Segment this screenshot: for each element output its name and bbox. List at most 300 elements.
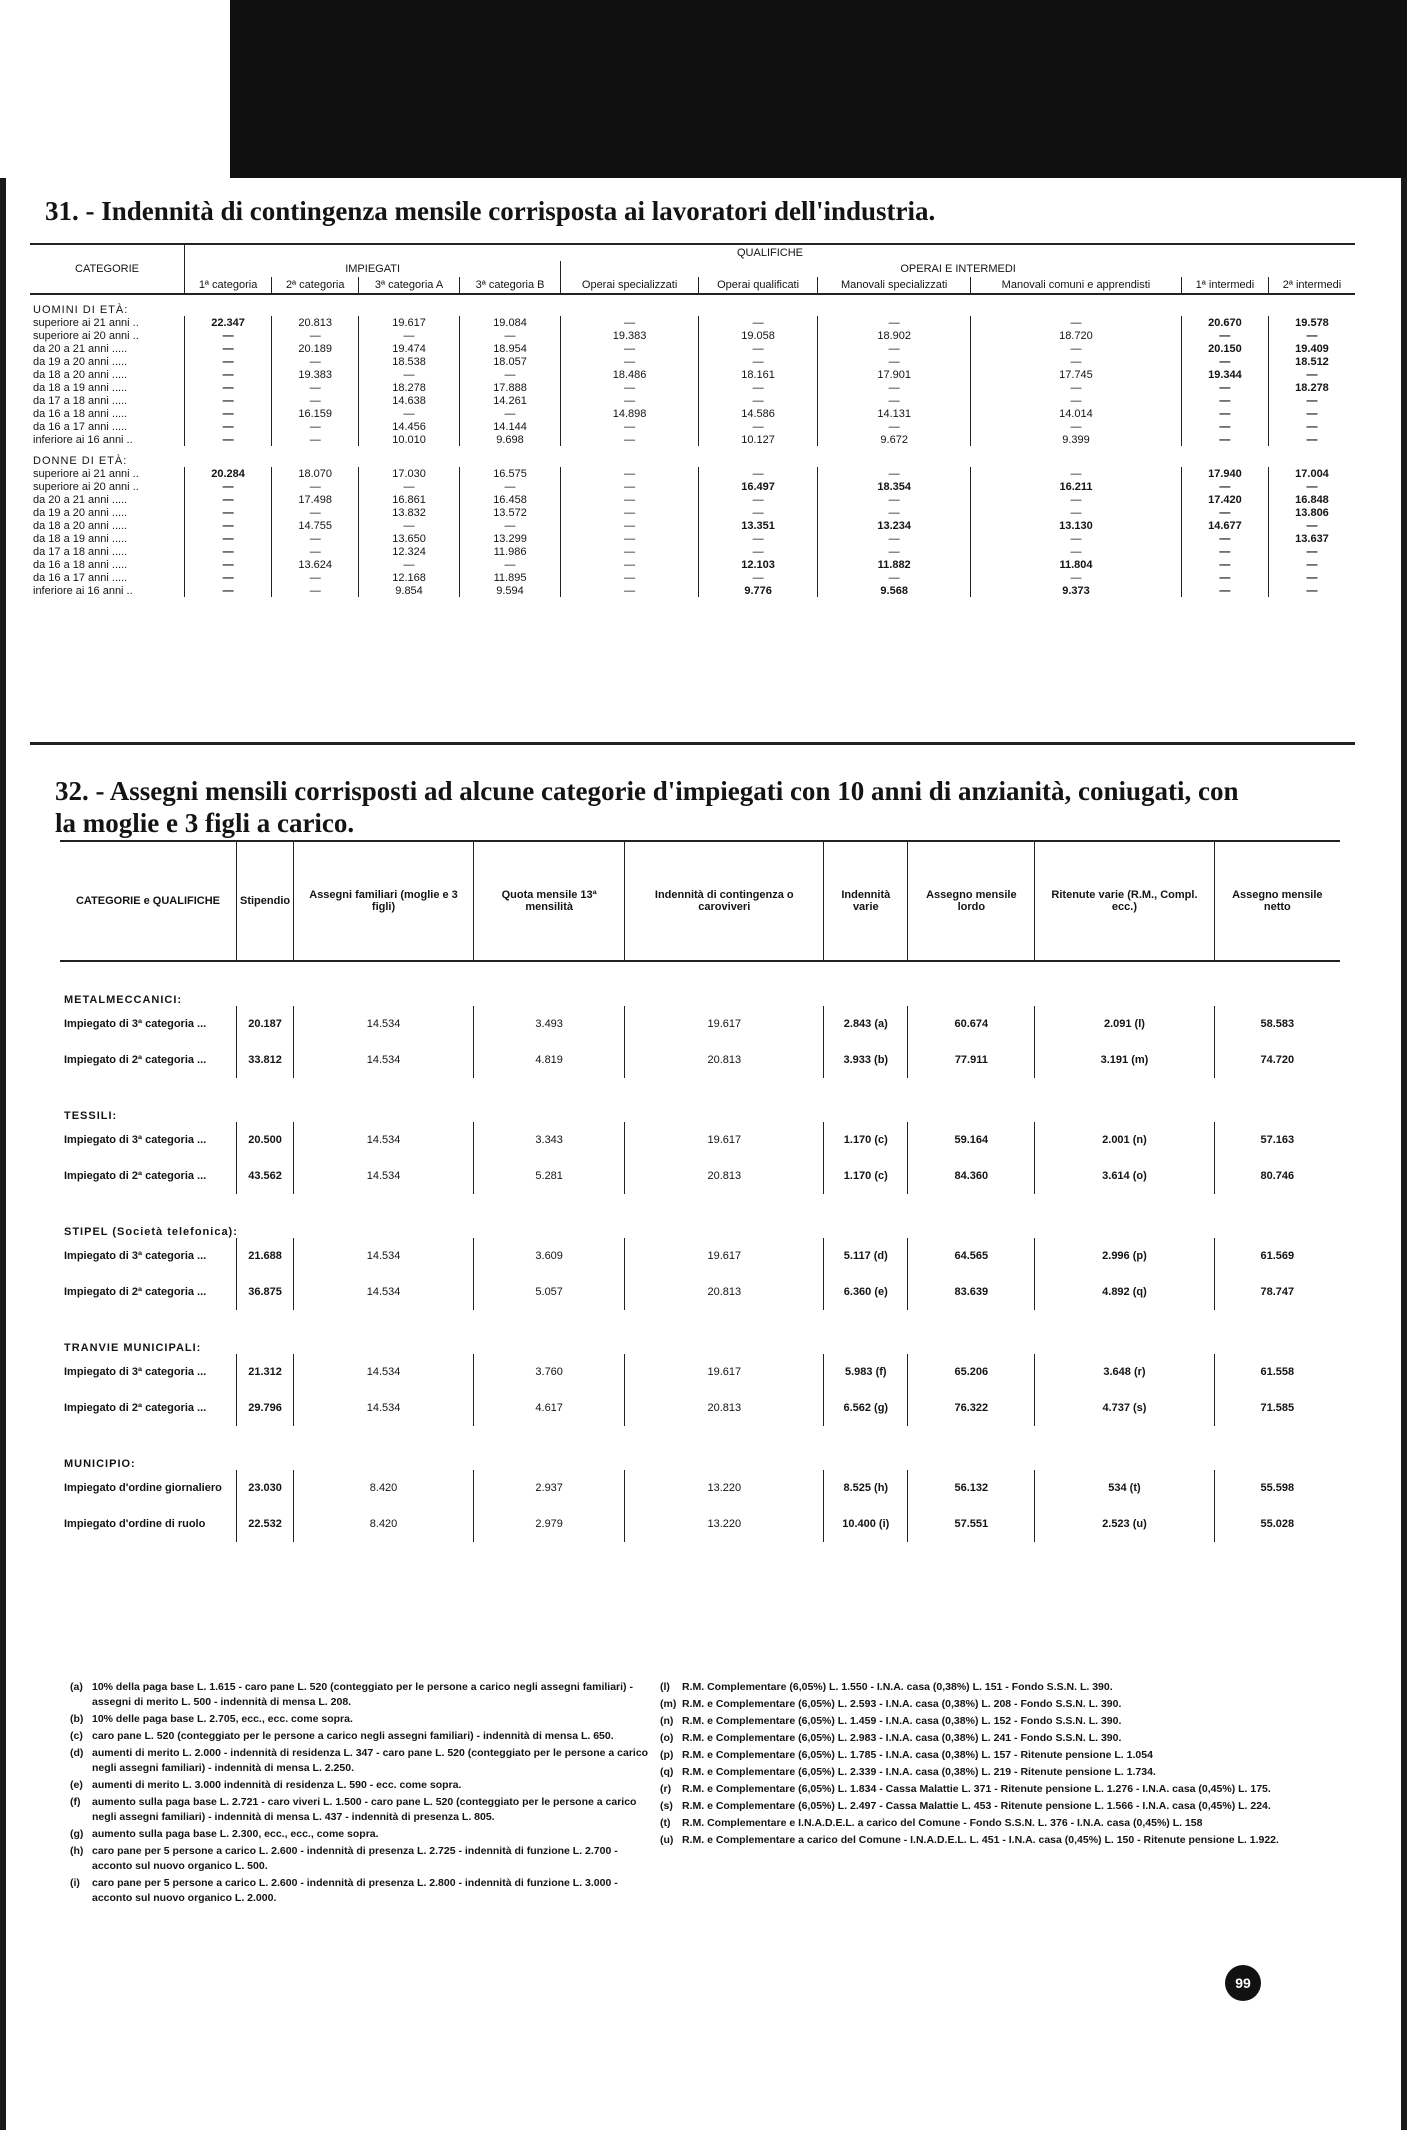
table31-cell: 13.650 xyxy=(359,532,460,545)
table31-cell: 18.902 xyxy=(818,329,971,342)
footnote-marker: (s) xyxy=(660,1800,673,1812)
table32-cell: 5.117 (d) xyxy=(824,1238,908,1274)
table31-cell: 13.624 xyxy=(272,558,359,571)
table32-cell: 1.170 (c) xyxy=(824,1122,908,1158)
table31-cell: — xyxy=(1268,420,1355,433)
table31-cell: 12.324 xyxy=(359,545,460,558)
table32-cell: 2.001 (n) xyxy=(1035,1122,1214,1158)
table32-cell: 10.400 (i) xyxy=(824,1506,908,1542)
table32-cell: 8.525 (h) xyxy=(824,1470,908,1506)
table31-cell: — xyxy=(561,342,699,355)
table31-cell: — xyxy=(1268,329,1355,342)
table31-row xyxy=(30,368,1355,381)
table32-cell: 5.281 xyxy=(473,1158,624,1194)
table31-row xyxy=(30,519,1355,532)
table32-cell: 13.220 xyxy=(625,1470,824,1506)
footnote xyxy=(660,1799,1310,1814)
table31-row-label: da 16 a 17 anni ..... xyxy=(33,420,128,433)
table31-cell: — xyxy=(971,316,1182,329)
table32-row-label: Impiegato di 3ª categoria ... xyxy=(64,1366,207,1378)
table32-cell: 2.843 (a) xyxy=(824,1006,908,1042)
table32-cell: 21.688 xyxy=(237,1238,294,1274)
table32-row-label: Impiegato d'ordine giornaliero xyxy=(64,1482,222,1494)
table31-cell: — xyxy=(818,342,971,355)
footnote-marker: (r) xyxy=(660,1783,672,1795)
table31-cell: — xyxy=(561,316,699,329)
table31-cell: 20.813 xyxy=(272,316,359,329)
table31-cell: — xyxy=(698,381,817,394)
table31-cell: — xyxy=(971,394,1182,407)
table31-cell: — xyxy=(1181,420,1268,433)
footnote xyxy=(660,1765,1310,1780)
table31-cell: 14.456 xyxy=(359,420,460,433)
table31-cell: 18.278 xyxy=(359,381,460,394)
table32-row xyxy=(60,1006,1340,1042)
table31-cell: — xyxy=(185,394,272,407)
footnote-marker: (m) xyxy=(660,1698,677,1710)
table31-cell: — xyxy=(1268,394,1355,407)
table31-cell: 13.130 xyxy=(971,519,1182,532)
table31-cell: — xyxy=(272,420,359,433)
table31-cell: — xyxy=(185,558,272,571)
table31-cell: 12.103 xyxy=(698,558,817,571)
footnote-text: 10% delle paga base L. 2.705, ecc., ecc. come sopra. xyxy=(92,1713,353,1725)
table31-cell: — xyxy=(818,420,971,433)
table31-cell: — xyxy=(698,355,817,368)
table31-cell: — xyxy=(561,571,699,584)
table31-cell: 17.901 xyxy=(818,368,971,381)
table31-row xyxy=(30,493,1355,506)
table31-group-label: DONNE DI ETÀ: xyxy=(33,454,128,467)
table32-cell: 3.614 (o) xyxy=(1035,1158,1214,1194)
table32-cell: 61.569 xyxy=(1214,1238,1340,1274)
table31-cell: 11.986 xyxy=(459,545,560,558)
table31-cell: — xyxy=(1268,433,1355,446)
table31-cell: — xyxy=(1181,407,1268,420)
table32-cell: 80.746 xyxy=(1214,1158,1340,1194)
scan-dark-border-right xyxy=(1401,178,1407,2130)
footnote-text: caro pane L. 520 (conteggiato per le persone a carico negli assegni familiari) - indennità di mensa L. 650. xyxy=(92,1730,614,1742)
table31-group-label: UOMINI DI ETÀ: xyxy=(33,303,129,316)
table31-row-label: da 18 a 19 anni ..... xyxy=(33,532,128,545)
table31-cell: — xyxy=(561,480,699,493)
table31-cell: 20.150 xyxy=(1181,342,1268,355)
table32-cell: 33.812 xyxy=(237,1042,294,1078)
table31-row-label: da 18 a 20 anni ..... xyxy=(33,519,128,532)
table31-col-header: 1ª intermedi xyxy=(1181,277,1268,294)
table31-cell: — xyxy=(1181,545,1268,558)
table31-cell: 18.057 xyxy=(459,355,560,368)
table31-cell: — xyxy=(971,493,1182,506)
table32-col-header: Assegno mensile netto xyxy=(1214,841,1340,961)
table32-cell: 76.322 xyxy=(908,1390,1035,1426)
table31-cell: — xyxy=(459,329,560,342)
table31-cell: 14.144 xyxy=(459,420,560,433)
footnote-marker: (a) xyxy=(70,1681,83,1693)
table31-cell: — xyxy=(185,519,272,532)
table31-cell: — xyxy=(185,571,272,584)
table31-row xyxy=(30,355,1355,368)
table32-cell: 4.617 xyxy=(473,1390,624,1426)
table32-row xyxy=(60,1238,1340,1274)
table32-row xyxy=(60,1274,1340,1310)
table32-group-row xyxy=(60,1078,1340,1122)
table31-cell: — xyxy=(561,532,699,545)
footnote-marker: (f) xyxy=(70,1796,81,1808)
table32-cell: 2.523 (u) xyxy=(1035,1506,1214,1542)
table31-cell: — xyxy=(971,381,1182,394)
table32-cell: 2.937 xyxy=(473,1470,624,1506)
footnote xyxy=(660,1697,1310,1712)
table31-cell: — xyxy=(185,368,272,381)
table31-cell: — xyxy=(818,467,971,480)
table32-cell: 14.534 xyxy=(294,1274,474,1310)
footnote-marker: (b) xyxy=(70,1713,84,1725)
table32-row xyxy=(60,1506,1340,1542)
table31-cell: — xyxy=(272,506,359,519)
table31-cell: — xyxy=(698,394,817,407)
table31-row-label: da 20 a 21 anni ..... xyxy=(33,342,128,355)
footnote-marker: (h) xyxy=(70,1845,84,1857)
footnote-text: aumento sulla paga base L. 2.721 - caro viveri L. 1.500 - caro pane L. 520 (conteggiato per le persone a carico negli assegni familiari) - indennità di mensa L. 437 - indennità di presenza L. 805. xyxy=(92,1796,637,1823)
table31-cell: 20.284 xyxy=(185,467,272,480)
table31-cell: 9.373 xyxy=(971,584,1182,597)
table32-row-label: Impiegato d'ordine di ruolo xyxy=(64,1518,206,1530)
table32-cell: 19.617 xyxy=(625,1006,824,1042)
table32-cell: 8.420 xyxy=(294,1470,474,1506)
footnote-marker: (o) xyxy=(660,1732,674,1744)
footnote-text: R.M. e Complementare (6,05%) L. 2.339 - I.N.A. casa (0,38%) L. 219 - Ritenute pensione L. 1.734. xyxy=(682,1766,1156,1778)
footnote xyxy=(660,1816,1310,1831)
table31-cell: — xyxy=(185,493,272,506)
table31-cell: 16.861 xyxy=(359,493,460,506)
table31-cell: 16.575 xyxy=(459,467,560,480)
table31-cell: 19.058 xyxy=(698,329,817,342)
footnote-marker: (l) xyxy=(660,1681,670,1693)
table31-cell: — xyxy=(561,493,699,506)
footnote xyxy=(660,1748,1310,1763)
table31-cell: 13.299 xyxy=(459,532,560,545)
table32-cell: 78.747 xyxy=(1214,1274,1340,1310)
page-number: 99 xyxy=(1225,1965,1261,2001)
table32-cell: 20.187 xyxy=(237,1006,294,1042)
table31-cell: 16.848 xyxy=(1268,493,1355,506)
table32-cell: 55.598 xyxy=(1214,1470,1340,1506)
table31-row xyxy=(30,545,1355,558)
table31-row-label: superiore ai 21 anni .. xyxy=(33,467,139,480)
table32-cell: 3.493 xyxy=(473,1006,624,1042)
table32-cell: 6.360 (e) xyxy=(824,1274,908,1310)
table32-cell: 19.617 xyxy=(625,1238,824,1274)
table31-row xyxy=(30,316,1355,329)
table32-col-header: Assegno mensile lordo xyxy=(908,841,1035,961)
table31-cell: — xyxy=(1181,506,1268,519)
table31-header-qualifiche: QUALIFICHE xyxy=(185,244,1356,261)
table31-cell: — xyxy=(818,316,971,329)
table32-cell: 3.343 xyxy=(473,1122,624,1158)
footnote-marker: (e) xyxy=(70,1779,83,1791)
table31-cell: — xyxy=(818,532,971,545)
table32-cell: 61.558 xyxy=(1214,1354,1340,1390)
table32-row-label: Impiegato di 2ª categoria ... xyxy=(64,1286,207,1298)
table32-cell: 56.132 xyxy=(908,1470,1035,1506)
table31-cell: 18.954 xyxy=(459,342,560,355)
table31-cell: 9.594 xyxy=(459,584,560,597)
table31-cell: 18.070 xyxy=(272,467,359,480)
footnote-text: caro pane per 5 persone a carico L. 2.600 - indennità di presenza L. 2.725 - indennità di funzione L. 2.700 - acconto sul nuovo organico L. 500. xyxy=(92,1845,618,1872)
table31-col-header: Operai qualificati xyxy=(698,277,817,294)
table31-cell: 18.720 xyxy=(971,329,1182,342)
table32-cell: 57.163 xyxy=(1214,1122,1340,1158)
table32-col-header: Assegni familiari (moglie e 3 figli) xyxy=(294,841,474,961)
table31-cell: 19.409 xyxy=(1268,342,1355,355)
footnote-marker: (d) xyxy=(70,1747,84,1759)
table31-cell: 17.004 xyxy=(1268,467,1355,480)
table31-cell: — xyxy=(971,420,1182,433)
table31-cell: — xyxy=(185,355,272,368)
table31-cell: — xyxy=(1268,571,1355,584)
table31-cell: — xyxy=(561,584,699,597)
table32-cell: 60.674 xyxy=(908,1006,1035,1042)
table31-cell: 17.498 xyxy=(272,493,359,506)
table32-col-header: Indennità di contingenza o caroviveri xyxy=(625,841,824,961)
footnote-text: R.M. e Complementare (6,05%) L. 1.459 - I.N.A. casa (0,38%) L. 152 - Fondo S.S.N. L. 390. xyxy=(682,1715,1122,1727)
table31-cell: 13.572 xyxy=(459,506,560,519)
table31-cell: 16.211 xyxy=(971,480,1182,493)
table31-cell: 20.670 xyxy=(1181,316,1268,329)
table32-col-header: Indennità varie xyxy=(824,841,908,961)
table32-cell: 3.933 (b) xyxy=(824,1042,908,1078)
table31-cell: — xyxy=(1181,329,1268,342)
table32-cell: 4.737 (s) xyxy=(1035,1390,1214,1426)
table32-cell: 2.091 (l) xyxy=(1035,1006,1214,1042)
footnote-marker: (c) xyxy=(70,1730,83,1742)
scan-white-corner xyxy=(0,0,230,178)
table32-cell: 23.030 xyxy=(237,1470,294,1506)
table32-col-header: Quota mensile 13ª mensilità xyxy=(473,841,624,961)
table31-col-header: 3ª categoria A xyxy=(359,277,460,294)
table31-cell: — xyxy=(698,316,817,329)
footnote-text: R.M. e Complementare (6,05%) L. 1.834 - Cassa Malattie L. 371 - Ritenute pensione L. 1.276 - I.N.A. casa (0,45%) L. 175. xyxy=(682,1783,1271,1795)
footnote-marker: (n) xyxy=(660,1715,674,1727)
table31-cell: 9.568 xyxy=(818,584,971,597)
table31-cell: — xyxy=(698,506,817,519)
table31-cell: — xyxy=(1181,480,1268,493)
table31-row-label: da 19 a 20 anni ..... xyxy=(33,506,128,519)
table31-cell: 14.014 xyxy=(971,407,1182,420)
table32-row-label: Impiegato di 3ª categoria ... xyxy=(64,1018,207,1030)
table31-col-header: 2ª categoria xyxy=(272,277,359,294)
table31-row xyxy=(30,584,1355,597)
table31-cell: 9.399 xyxy=(971,433,1182,446)
table32-cell: 14.534 xyxy=(294,1158,474,1194)
footnote xyxy=(70,1844,660,1874)
table31-cell: — xyxy=(818,571,971,584)
table32-col-header: Stipendio xyxy=(237,841,294,961)
footnote xyxy=(660,1833,1310,1848)
table31-cell: — xyxy=(359,519,460,532)
table31-row xyxy=(30,532,1355,545)
table31-cell: 19.617 xyxy=(359,316,460,329)
table32-cell: 57.551 xyxy=(908,1506,1035,1542)
footnote-marker: (q) xyxy=(660,1766,674,1778)
table31-cell: 14.677 xyxy=(1181,519,1268,532)
table31-cell: 17.888 xyxy=(459,381,560,394)
footnote xyxy=(70,1680,660,1710)
footnote-text: R.M. e Complementare (6,05%) L. 2.983 - I.N.A. casa (0,38%) L. 241 - Fondo S.S.N. L. 390. xyxy=(682,1732,1122,1744)
table32-cell: 58.583 xyxy=(1214,1006,1340,1042)
table31-header-impiegati: IMPIEGATI xyxy=(185,261,561,277)
footnote xyxy=(70,1827,660,1842)
table31-cell: 19.474 xyxy=(359,342,460,355)
table32 xyxy=(60,840,1340,1542)
table31-cell: — xyxy=(359,480,460,493)
table31-cell: — xyxy=(459,558,560,571)
table31-row-label: superiore ai 20 anni .. xyxy=(33,480,139,493)
table31-cell: — xyxy=(272,571,359,584)
table31-cell: — xyxy=(971,506,1182,519)
table31-cell: — xyxy=(185,506,272,519)
footnote-text: R.M. Complementare e I.N.A.D.E.L. a carico del Comune - Fondo S.S.N. L. 376 - I.N.A. casa (0,45%) L. 158 xyxy=(682,1817,1203,1829)
table31-cell: 17.940 xyxy=(1181,467,1268,480)
table32-cell: 6.562 (g) xyxy=(824,1390,908,1426)
footnote xyxy=(70,1712,660,1727)
table32-cell: 19.617 xyxy=(625,1354,824,1390)
table31-cell: 19.578 xyxy=(1268,316,1355,329)
table32-cell: 55.028 xyxy=(1214,1506,1340,1542)
table31-cell: 13.351 xyxy=(698,519,817,532)
table32-group-label: TRANVIE MUNICIPALI: xyxy=(64,1342,202,1354)
table31-cell: — xyxy=(459,519,560,532)
table31-row-label: da 19 a 20 anni ..... xyxy=(33,355,128,368)
table32-row xyxy=(60,1390,1340,1426)
table32-cell: 20.813 xyxy=(625,1274,824,1310)
table32-cell: 5.057 xyxy=(473,1274,624,1310)
footnotes-right xyxy=(660,1680,1310,1850)
table31-cell: — xyxy=(185,381,272,394)
table31-cell: — xyxy=(561,467,699,480)
table31-cell: — xyxy=(272,381,359,394)
table32-cell: 3.648 (r) xyxy=(1035,1354,1214,1390)
table31-row xyxy=(30,342,1355,355)
table31-cell: 18.161 xyxy=(698,368,817,381)
table31-cell: 19.383 xyxy=(561,329,699,342)
table31-cell: — xyxy=(1268,407,1355,420)
table32-cell: 77.911 xyxy=(908,1042,1035,1078)
table31-cell: — xyxy=(1181,584,1268,597)
table31-cell: — xyxy=(818,493,971,506)
table31-cell: — xyxy=(459,407,560,420)
table32-group-label: STIPEL (Società telefonica): xyxy=(64,1226,238,1238)
table32-row xyxy=(60,1158,1340,1194)
table31-cell: — xyxy=(185,342,272,355)
table31-cell: — xyxy=(971,467,1182,480)
table32-cell: 71.585 xyxy=(1214,1390,1340,1426)
table31-cell: — xyxy=(561,355,699,368)
table31-cell: — xyxy=(1268,368,1355,381)
table31-cell: — xyxy=(185,433,272,446)
table31-cell: — xyxy=(1181,394,1268,407)
table31-cell: — xyxy=(1268,480,1355,493)
table32-cell: 8.420 xyxy=(294,1506,474,1542)
table31-row-label: superiore ai 20 anni .. xyxy=(33,329,139,342)
table31-cell: — xyxy=(698,571,817,584)
table32-cell: 14.534 xyxy=(294,1006,474,1042)
table32-cell: 29.796 xyxy=(237,1390,294,1426)
table31-cell: — xyxy=(272,433,359,446)
table32-cell: 64.565 xyxy=(908,1238,1035,1274)
table31-group-row xyxy=(30,294,1355,316)
table31-cell: — xyxy=(359,407,460,420)
table31-cell: — xyxy=(272,545,359,558)
table31-row xyxy=(30,433,1355,446)
table31-cell: — xyxy=(1181,381,1268,394)
table31-cell: — xyxy=(459,368,560,381)
table31-cell: 12.168 xyxy=(359,571,460,584)
footnote xyxy=(660,1782,1310,1797)
table31-cell: — xyxy=(818,506,971,519)
table31-col-header: 1ª categoria xyxy=(185,277,272,294)
table31-row-label: da 18 a 19 anni ..... xyxy=(33,381,128,394)
table31-cell: — xyxy=(272,480,359,493)
table31-cell: — xyxy=(561,519,699,532)
table31-cell: 14.638 xyxy=(359,394,460,407)
table32-cell: 83.639 xyxy=(908,1274,1035,1310)
footnote-text: R.M. e Complementare (6,05%) L. 1.785 - I.N.A. casa (0,38%) L. 157 - Ritenute pensione L. 1.054 xyxy=(682,1749,1153,1761)
table31-cell: 11.804 xyxy=(971,558,1182,571)
table32-group-row xyxy=(60,1310,1340,1354)
table31-cell: — xyxy=(561,381,699,394)
table32-group-label: TESSILI: xyxy=(64,1110,118,1122)
table31-cell: 18.512 xyxy=(1268,355,1355,368)
table32-group-row xyxy=(60,961,1340,1006)
table31-row xyxy=(30,467,1355,480)
table32-cell: 74.720 xyxy=(1214,1042,1340,1078)
table31-row xyxy=(30,571,1355,584)
table31-cell: — xyxy=(272,584,359,597)
table31-cell: — xyxy=(272,329,359,342)
table31-cell: — xyxy=(359,558,460,571)
table32-row-label: Impiegato di 3ª categoria ... xyxy=(64,1250,207,1262)
table31-cell: 14.755 xyxy=(272,519,359,532)
table31-cell: — xyxy=(561,545,699,558)
table31-cell: — xyxy=(698,342,817,355)
table32-cell: 36.875 xyxy=(237,1274,294,1310)
footnote-text: R.M. Complementare (6,05%) L. 1.550 - I.N.A. casa (0,38%) L. 151 - Fondo S.S.N. L. 390. xyxy=(682,1681,1113,1693)
table31-cell: — xyxy=(1181,532,1268,545)
table31-cell: — xyxy=(185,329,272,342)
table31-cell: — xyxy=(272,532,359,545)
table31-cell: — xyxy=(1268,584,1355,597)
table32-col-header: CATEGORIE e QUALIFICHE xyxy=(60,841,237,961)
footnote xyxy=(70,1729,660,1744)
table31-cell: — xyxy=(561,558,699,571)
table31-header-categorie: CATEGORIE xyxy=(30,244,185,294)
table31-row xyxy=(30,420,1355,433)
table31-cell: 13.832 xyxy=(359,506,460,519)
table32-row xyxy=(60,1042,1340,1078)
table32-cell: 14.534 xyxy=(294,1354,474,1390)
table31-cell: 18.538 xyxy=(359,355,460,368)
table31-cell: 19.084 xyxy=(459,316,560,329)
table31-row-label: da 20 a 21 anni ..... xyxy=(33,493,128,506)
table32-cell: 20.500 xyxy=(237,1122,294,1158)
table31-cell: 13.234 xyxy=(818,519,971,532)
table32-row xyxy=(60,1470,1340,1506)
table32-col-header: Ritenute varie (R.M., Compl. ecc.) xyxy=(1035,841,1214,961)
table32-cell: 3.609 xyxy=(473,1238,624,1274)
table31-cell: — xyxy=(185,584,272,597)
